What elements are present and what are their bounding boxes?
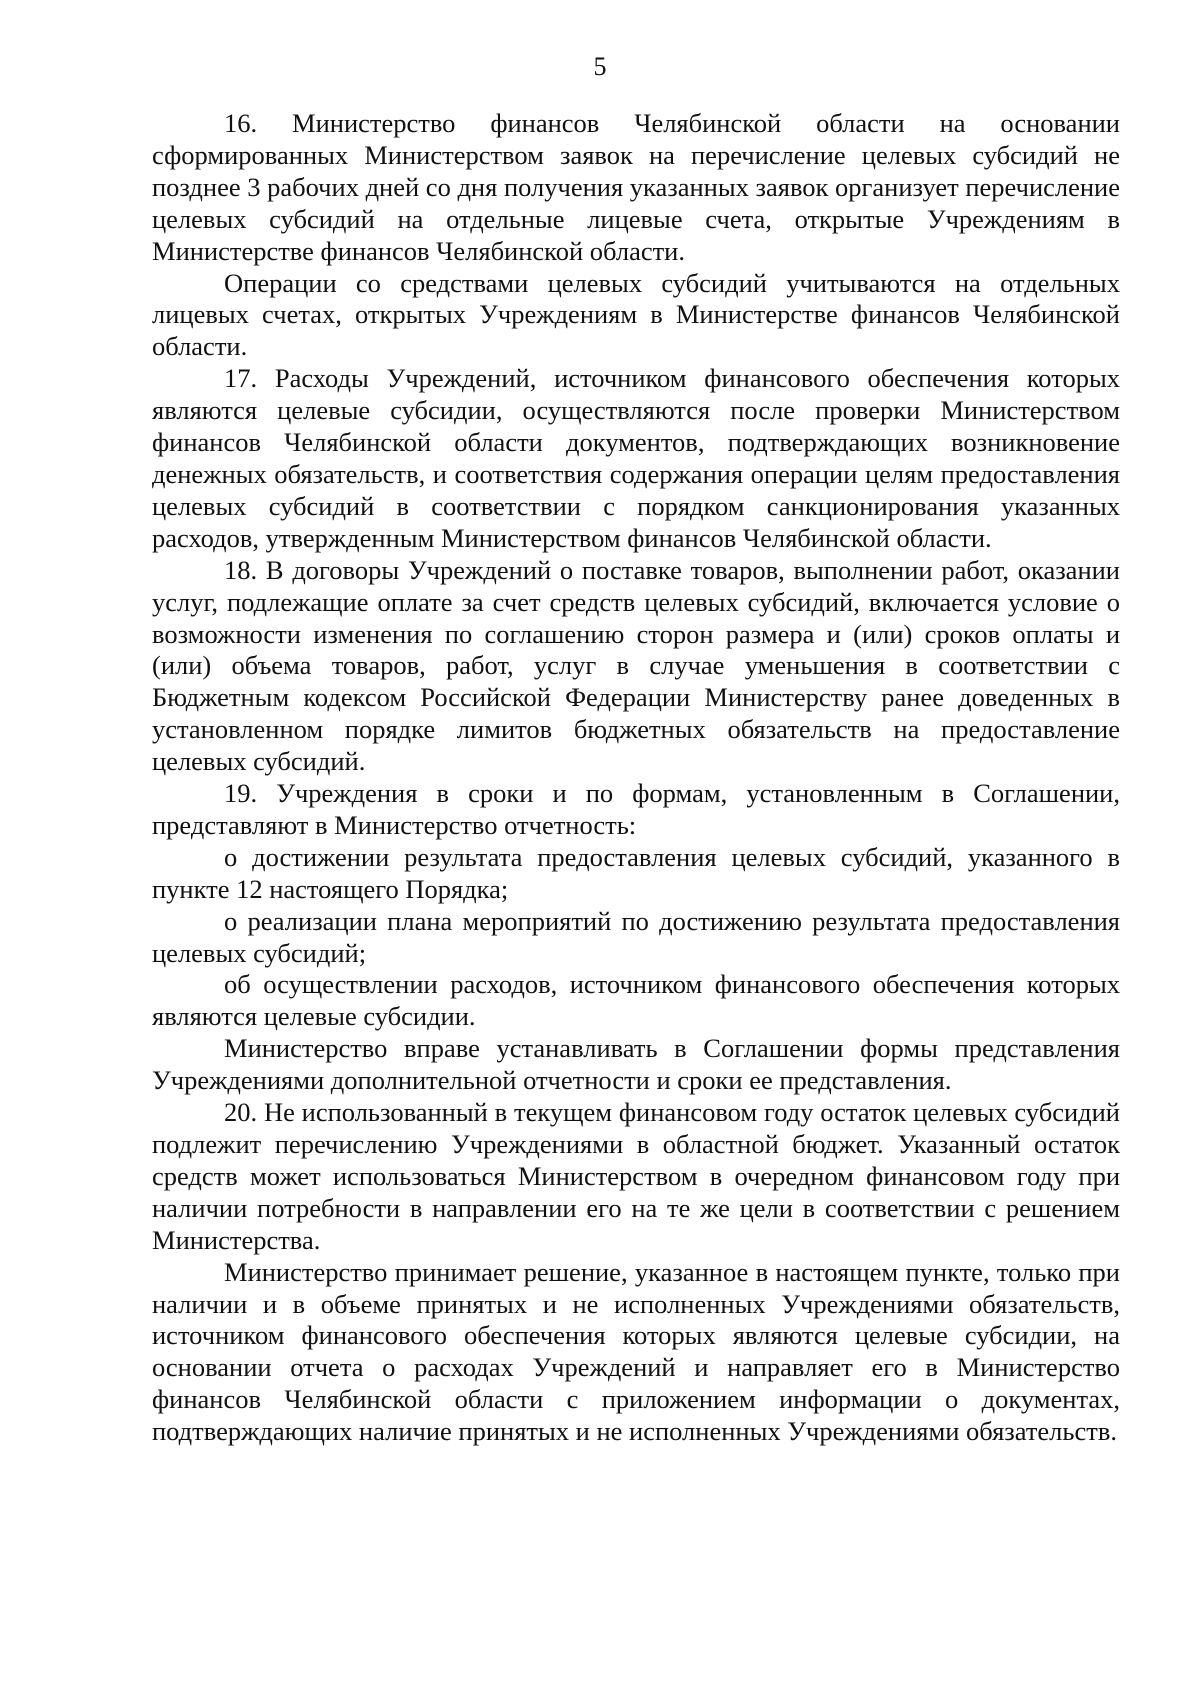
- paragraph-17: 17. Расходы Учреждений, источником финансового обеспечения которых являются целевые субсидии, осуществляются после проверки Министерством финансов Челябинской области документов, подтверждающих возникновение денежных обязательств, и соответствия содержания операции целям предоставления целевых субсидий в соответствии с порядком санкционирования указанных расходов, утвержденным Министерством финансов Челябинской области.: [152, 363, 1120, 553]
- paragraph-16-operations: Операции со средствами целевых субсидий учитываются на отдельных лицевых счетах, открытых Учреждениям в Министерстве финансов Челябинской области.: [152, 267, 1120, 362]
- paragraph-19-item-result: о достижении результата предоставления целевых субсидий, указанного в пункте 12 настоящего Порядка;: [152, 841, 1120, 904]
- paragraph-19: 19. Учреждения в сроки и по формам, установленным в Соглашении, представляют в Министерство отчетность:: [152, 778, 1120, 840]
- paragraph-19-additional-reports: Министерство вправе устанавливать в Соглашении формы представления Учреждениями дополнительной отчетности и сроки ее представления.: [152, 1033, 1120, 1096]
- paragraph-18: 18. В договоры Учреждений о поставке товаров, выполнении работ, оказании услуг, подлежащие оплате за счет средств целевых субсидий, включается условие о возможности изменения по соглашению сторон размера и (или) сроков оплаты и (или) объема товаров, работ, услуг в случае уменьшения в соответствии с Бюджетным кодексом Российской Федерации Министерству ранее доведенных в установленном порядке лимитов бюджетных обязательств на предоставление целевых субсидий.: [152, 554, 1120, 777]
- paragraph-16: 16. Министерство финансов Челябинской области на основании сформированных Министерством заявок на перечисление целевых субсидий не позднее 3 рабочих дней со дня получения указанных заявок организует перечисление целевых субсидий на отдельные лицевые счета, открытые Учреждениям в Министерстве финансов Челябинской области.: [152, 108, 1120, 266]
- page-number: 5: [593, 52, 607, 81]
- paragraph-20: 20. Не использованный в текущем финансовом году остаток целевых субсидий подлежит перечислению Учреждениями в областной бюджет. Указанный остаток средств может использоваться Министерством в очередном финансовом году при наличии потребности в направлении его на те же цели в соответствии с решением Министерства.: [152, 1097, 1120, 1255]
- paragraph-20-decision: Министерство принимает решение, указанное в настоящем пункте, только при наличии и в объеме принятых и не исполненных Учреждениями обязательств, источником финансового обеспечения которых являются целевые субсидии, на основании отчета о расходах Учреждений и направляет его в Министерство финансов Челябинской области с приложением информации о документах, подтверждающих наличие принятых и не исполненных Учреждениями обязательств.: [152, 1256, 1120, 1447]
- document-body: [152, 108, 1120, 1448]
- paragraph-19-item-expenses: об осуществлении расходов, источником финансового обеспечения которых являются целевые субсидии.: [152, 969, 1120, 1032]
- paragraph-19-item-plan: о реализации плана мероприятий по достижению результата предоставления целевых субсидий;: [152, 905, 1120, 968]
